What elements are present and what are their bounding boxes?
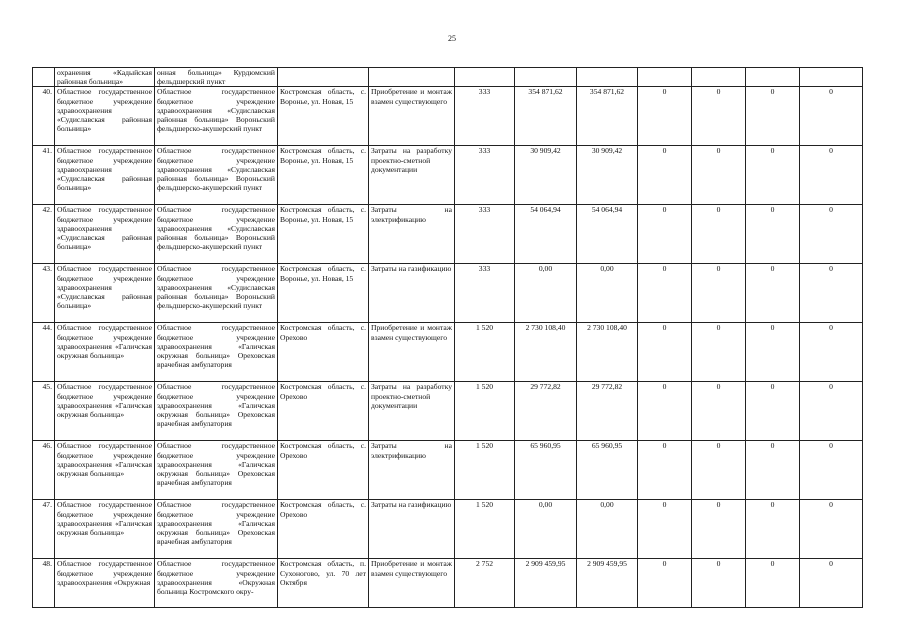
cell-work: Затраты на электрификацию: [369, 205, 455, 264]
cell-area: 2 752: [455, 559, 515, 608]
cell-total: [515, 68, 577, 87]
cell-work: Приобретение и монтаж взамен существующего: [369, 87, 455, 146]
cell-col9: 0: [638, 500, 692, 559]
cell-col11: 0: [746, 441, 800, 500]
cell-col10: 0: [692, 323, 746, 382]
table-row: [33, 323, 863, 382]
cell-col11: 0: [746, 205, 800, 264]
cell-facility: онная больница» Курдюмский фельдшерский пункт: [155, 68, 278, 87]
cell-col8: 0,00: [577, 500, 638, 559]
cell-institution: Областное государственное бюджетное учреждение здравоохранения «Галичская окружная больница»: [55, 382, 155, 441]
cell-institution: Областное государственное бюджетное учреждение здравоохранения «Галичская окружная больница»: [55, 500, 155, 559]
cell-col10: [692, 68, 746, 87]
cell-facility: Областное государственное бюджетное учреждение здравоохранения «Галичская окружная больница» Ореховская врачебная амбулатория: [155, 441, 278, 500]
cell-col8: 29 772,82: [577, 382, 638, 441]
cell-number: 45.: [33, 382, 55, 441]
cell-col10: 0: [692, 264, 746, 323]
cell-area: 1 520: [455, 323, 515, 382]
cell-col12: 0: [800, 559, 863, 608]
cell-col12: 0: [800, 382, 863, 441]
cell-facility: Областное государственное бюджетное учреждение здравоохранения «Судиславская районная больница» Вороньский фельдшерско-акушерский пункт: [155, 87, 278, 146]
cell-area: 1 520: [455, 500, 515, 559]
cell-institution: Областное государственное бюджетное учреждение здравоохранения «Судиславская районная больница»: [55, 87, 155, 146]
cell-col11: 0: [746, 382, 800, 441]
cell-col8: 65 960,95: [577, 441, 638, 500]
cell-address: [278, 68, 369, 87]
cell-total: 354 871,62: [515, 87, 577, 146]
cell-col10: 0: [692, 146, 746, 205]
cell-col8: 2 909 459,95: [577, 559, 638, 608]
cell-facility: Областное государственное бюджетное учреждение здравоохранения «Галичская окружная больница» Ореховская врачебная амбулатория: [155, 323, 278, 382]
cell-area: [455, 68, 515, 87]
cell-work: [369, 68, 455, 87]
cell-col9: [638, 68, 692, 87]
cell-col12: [800, 68, 863, 87]
cell-address: Костромская область, с. Воронье, ул. Новая, 15: [278, 205, 369, 264]
cell-institution: Областное государственное бюджетное учреждение здравоохранения «Судиславская районная больница»: [55, 205, 155, 264]
cell-total: 2 909 459,95: [515, 559, 577, 608]
cell-number: 46.: [33, 441, 55, 500]
cell-col12: 0: [800, 441, 863, 500]
cell-area: 1 520: [455, 382, 515, 441]
cell-col8: 30 909,42: [577, 146, 638, 205]
cell-col8: 354 871,62: [577, 87, 638, 146]
cell-col12: 0: [800, 264, 863, 323]
cell-total: 54 064,94: [515, 205, 577, 264]
table-row: [33, 500, 863, 559]
cell-number: 42.: [33, 205, 55, 264]
cell-area: 1 520: [455, 441, 515, 500]
cell-col9: 0: [638, 441, 692, 500]
cell-number: 43.: [33, 264, 55, 323]
cell-facility: Областное государственное бюджетное учреждение здравоохранения «Галичская окружная больница» Ореховская врачебная амбулатория: [155, 382, 278, 441]
cell-col9: 0: [638, 559, 692, 608]
cell-col11: 0: [746, 87, 800, 146]
cell-col11: [746, 68, 800, 87]
cell-facility: Областное государственное бюджетное учреждение здравоохранения «Судиславская районная больница» Вороньский фельдшерско-акушерский пункт: [155, 146, 278, 205]
table-row: [33, 87, 863, 146]
cell-col9: 0: [638, 264, 692, 323]
cell-col10: 0: [692, 441, 746, 500]
cell-col10: 0: [692, 205, 746, 264]
cell-col11: 0: [746, 264, 800, 323]
cell-col12: 0: [800, 500, 863, 559]
cell-work: Приобретение и монтаж взамен существующего: [369, 559, 455, 608]
cell-institution: Областное государственное бюджетное учреждение здравоохранения «Судиславская районная больница»: [55, 146, 155, 205]
table-row: [33, 264, 863, 323]
table-row: [33, 441, 863, 500]
cell-col10: 0: [692, 382, 746, 441]
cell-work: Затраты на электрификацию: [369, 441, 455, 500]
cell-col12: 0: [800, 146, 863, 205]
cell-facility: Областное государственное бюджетное учреждение здравоохранения «Судиславская районная больница» Вороньский фельдшерско-акушерский пункт: [155, 264, 278, 323]
cell-col11: 0: [746, 146, 800, 205]
cell-col9: 0: [638, 323, 692, 382]
table-row: [33, 382, 863, 441]
cell-area: 333: [455, 87, 515, 146]
cell-total: 2 730 108,40: [515, 323, 577, 382]
cell-facility: Областное государственное бюджетное учреждение здравоохранения «Судиславская районная больница» Вороньский фельдшерско-акушерский пункт: [155, 205, 278, 264]
cell-col9: 0: [638, 205, 692, 264]
cell-area: 333: [455, 264, 515, 323]
cell-col8: 0,00: [577, 264, 638, 323]
cell-total: 30 909,42: [515, 146, 577, 205]
cell-col12: 0: [800, 87, 863, 146]
cell-col12: 0: [800, 205, 863, 264]
cell-number: 48.: [33, 559, 55, 608]
investment-table: [32, 67, 863, 608]
cell-number: 47.: [33, 500, 55, 559]
cell-col11: 0: [746, 559, 800, 608]
cell-address: Костромская область, с. Орехово: [278, 382, 369, 441]
page-number: 25: [448, 34, 456, 43]
cell-col10: 0: [692, 87, 746, 146]
cell-address: Костромская область, с. Воронье, ул. Новая, 15: [278, 146, 369, 205]
cell-address: Костромская область, с. Орехово: [278, 323, 369, 382]
cell-institution: Областное государственное бюджетное учреждение здравоохранения «Галичская окружная больница»: [55, 323, 155, 382]
cell-institution: Областное государственное бюджетное учреждение здравоохранения «Судиславская районная больница»: [55, 264, 155, 323]
cell-number: 40.: [33, 87, 55, 146]
cell-address: Костромская область, п. Сухоногово, ул. 70 лет Октября: [278, 559, 369, 608]
cell-col9: 0: [638, 382, 692, 441]
cell-col10: 0: [692, 500, 746, 559]
cell-number: [33, 68, 55, 87]
cell-number: 41.: [33, 146, 55, 205]
cell-address: Костромская область, с. Орехово: [278, 500, 369, 559]
cell-total: 29 772,82: [515, 382, 577, 441]
cell-facility: Областное государственное бюджетное учреждение здравоохранения «Галичская окружная больница» Ореховская врачебная амбулатория: [155, 500, 278, 559]
cell-address: Костромская область, с. Орехово: [278, 441, 369, 500]
cell-institution: охранения «Кадыйская районная больница»: [55, 68, 155, 87]
cell-work: Затраты на газификацию: [369, 264, 455, 323]
cell-total: 0,00: [515, 500, 577, 559]
table-row-continued: [33, 68, 863, 87]
cell-address: Костромская область, с. Воронье, ул. Новая, 15: [278, 87, 369, 146]
cell-work: Затраты на разработку проектно-сметной документации: [369, 146, 455, 205]
table-row: [33, 146, 863, 205]
cell-address: Костромская область, с. Воронье, ул. Новая, 15: [278, 264, 369, 323]
cell-col8: 54 064,94: [577, 205, 638, 264]
cell-col9: 0: [638, 87, 692, 146]
cell-work: Затраты на газификацию: [369, 500, 455, 559]
cell-work: Приобретение и монтаж взамен существующего: [369, 323, 455, 382]
cell-area: 333: [455, 146, 515, 205]
cell-work: Затраты на разработку проектно-сметной документации: [369, 382, 455, 441]
cell-col11: 0: [746, 500, 800, 559]
cell-institution: Областное государственное бюджетное учреждение здравоохранения «Галичская окружная больница»: [55, 441, 155, 500]
cell-col9: 0: [638, 146, 692, 205]
table-row: [33, 559, 863, 608]
cell-col10: 0: [692, 559, 746, 608]
cell-number: 44.: [33, 323, 55, 382]
cell-col11: 0: [746, 323, 800, 382]
cell-institution: Областное государственное бюджетное учреждение здравоохранения «Окружная: [55, 559, 155, 608]
cell-area: 333: [455, 205, 515, 264]
cell-col8: 2 730 108,40: [577, 323, 638, 382]
cell-total: 65 960,95: [515, 441, 577, 500]
cell-col12: 0: [800, 323, 863, 382]
table-row: [33, 205, 863, 264]
cell-facility: Областное государственное бюджетное учреждение здравоохранения «Окружная больница Костромского окру-: [155, 559, 278, 608]
cell-col8: [577, 68, 638, 87]
cell-total: 0,00: [515, 264, 577, 323]
